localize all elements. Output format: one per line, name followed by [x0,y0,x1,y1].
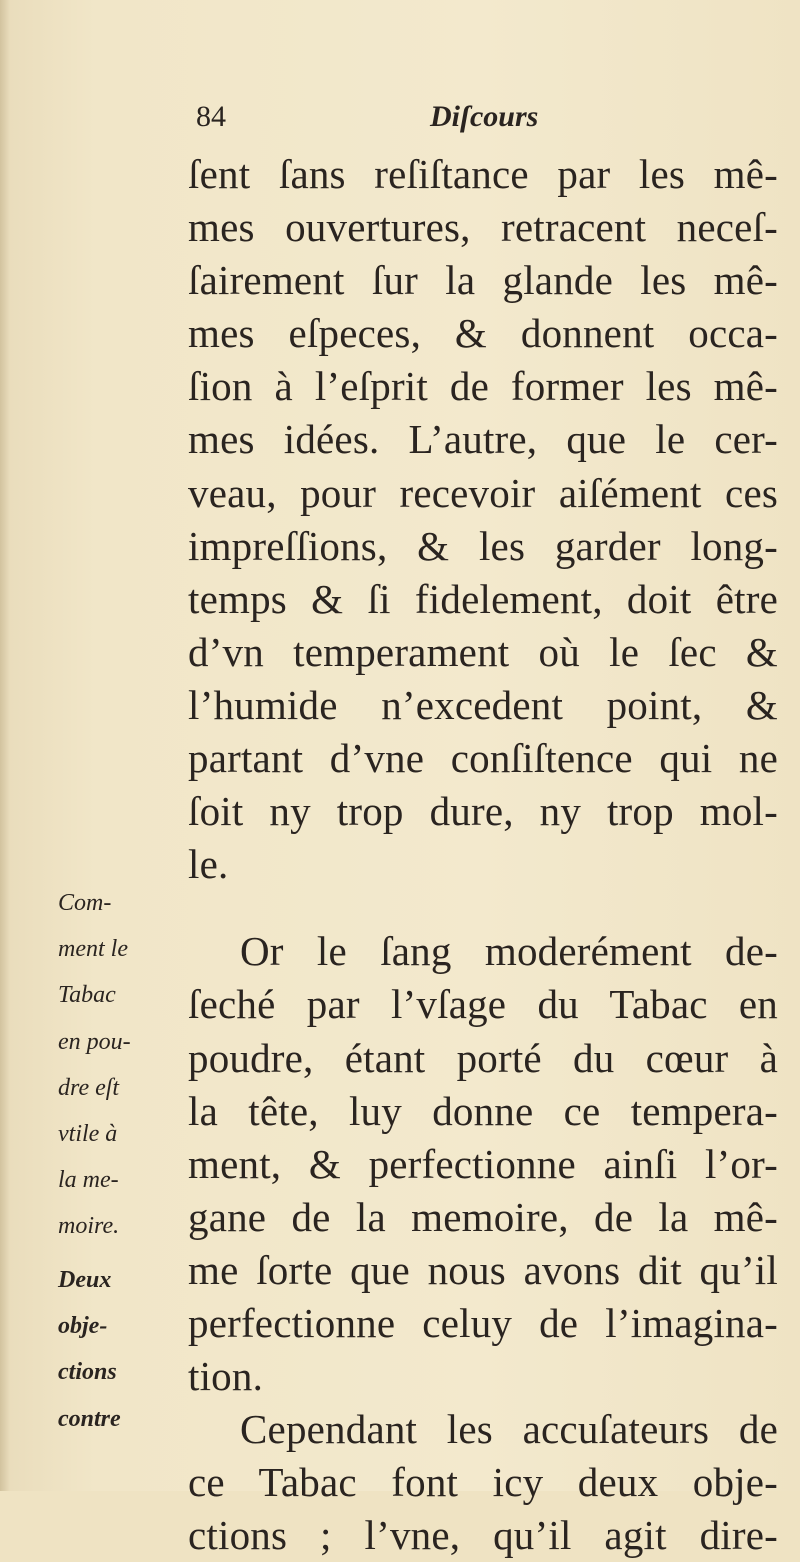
text-line: temps & ſi fidelement, doit être [188,575,778,622]
paragraph-gap [188,891,778,925]
main-text [188,148,778,1562]
text-line: Or le ſang moderément de- [240,928,778,975]
page-edge-shadow [0,0,10,1491]
page-number: 84 [196,100,226,133]
text-line: ſeché par l’vſage du Tabac en [188,981,778,1028]
margin-note-line: moire. [58,1213,120,1240]
text-line: veau, pour recevoir aiſément ces [188,469,778,516]
margin-note-line: vtile à [58,1120,118,1147]
marginal-note-objections [58,1257,188,1442]
paragraph-1 [188,148,778,891]
margin-note-line: la me- [58,1167,119,1194]
text-line: l’humide n’excedent point, & [188,681,778,728]
paragraph-2 [188,925,778,1403]
text-line: gane de la memoire, de la mê- [188,1193,778,1240]
margin-note-line: contre [58,1405,121,1432]
paragraph-3 [188,1403,778,1562]
text-line: mes idées. L’autre, que le cer- [188,416,778,463]
running-title: Diſcours [430,100,539,133]
margin-note-line: ctions [58,1359,117,1386]
text-line: tion. [188,1353,264,1400]
text-line: Cependant les accuſateurs de [240,1406,778,1453]
text-line: ſion à l’eſprit de former les mê- [188,363,778,410]
text-line: mes ouvertures, retracent neceſ- [188,204,778,251]
text-line: ctions ; l’vne, qu’il agit dire- [188,1512,778,1559]
text-line: ſoit ny trop dure, ny trop mol- [188,788,778,835]
marginal-note-memory [58,880,188,1250]
text-line: perfectionne celuy de l’imagina- [188,1299,778,1346]
margin-note-line: dre eſt [58,1074,120,1101]
text-line: ſent ſans reſiſtance par les mê- [188,151,778,197]
text-line: le. [188,841,229,888]
margin-note-line: obje- [58,1313,108,1340]
margin-note-line: en pou- [58,1028,131,1055]
text-line: poudre, étant porté du cœur à [188,1034,778,1081]
margin-note-line: Tabac [58,982,116,1009]
margin-note-line: ment le [58,936,128,963]
text-line: impreſſions, & les garder long- [188,522,778,569]
text-line: la tête, luy donne ce tempera- [188,1087,778,1134]
text-line: ce Tabac font icy deux obje- [188,1459,778,1506]
text-line: me ſorte que nous avons dit qu’il [188,1246,778,1293]
text-line: ment, & perfectionne ainſi l’or- [188,1140,778,1187]
margin-note-line: Com- [58,890,112,916]
text-line: ſairement ſur la glande les mê- [188,257,778,304]
running-head [0,100,800,140]
text-line: d’vn temperament où le ſec & [188,628,778,675]
margin-note-line: Deux [58,1267,112,1293]
text-line: mes eſpeces, & donnent occa- [188,310,778,357]
text-line: partant d’vne conſiſtence qui ne [188,735,778,782]
